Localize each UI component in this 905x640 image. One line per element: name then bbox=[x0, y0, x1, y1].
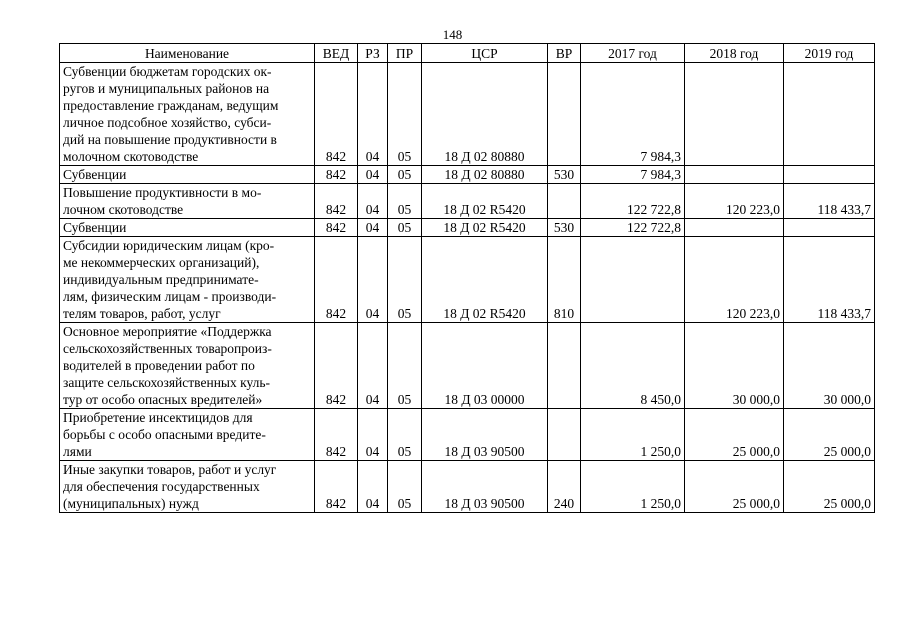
row-rz-cell: 04 bbox=[358, 219, 388, 237]
row-ved-cell: 842 bbox=[315, 63, 358, 166]
row-2017-cell: 7 984,3 bbox=[581, 63, 685, 166]
row-2018-cell: 25 000,0 bbox=[685, 461, 784, 513]
row-pr-cell: 05 bbox=[388, 184, 422, 219]
row-name-cell: Субвенции бюджетам городских ок- ругов и муниципальных районов на предоставление гражданам, ведущим личное подсобное хозяйство, субси- дий на повышение продуктивности в молочном скотоводстве bbox=[60, 63, 315, 166]
row-2018-cell: 25 000,0 bbox=[685, 409, 784, 461]
header-rz: РЗ bbox=[358, 44, 388, 63]
table-row bbox=[60, 166, 875, 184]
table-row bbox=[60, 184, 875, 219]
row-pr-cell: 05 bbox=[388, 323, 422, 409]
row-2017-cell: 122 722,8 bbox=[581, 184, 685, 219]
row-rz-cell: 04 bbox=[358, 409, 388, 461]
row-rz-cell: 04 bbox=[358, 166, 388, 184]
table-row bbox=[60, 323, 875, 409]
row-name-cell: Субвенции bbox=[60, 219, 315, 237]
header-pr: ПР bbox=[388, 44, 422, 63]
row-vr-cell bbox=[548, 409, 581, 461]
row-pr-cell: 05 bbox=[388, 409, 422, 461]
row-2018-cell bbox=[685, 219, 784, 237]
row-ved-cell: 842 bbox=[315, 409, 358, 461]
row-2019-cell: 118 433,7 bbox=[784, 184, 875, 219]
row-pr-cell: 05 bbox=[388, 461, 422, 513]
row-2018-cell: 120 223,0 bbox=[685, 184, 784, 219]
row-2018-cell bbox=[685, 166, 784, 184]
row-vr-cell bbox=[548, 323, 581, 409]
row-rz-cell: 04 bbox=[358, 63, 388, 166]
row-2017-cell: 1 250,0 bbox=[581, 409, 685, 461]
row-name-cell: Субсидии юридическим лицам (кро- ме некоммерческих организаций), индивидуальным предпринимате- лям, физическим лицам - производи- телям товаров, работ, услуг bbox=[60, 237, 315, 323]
row-csr-cell: 18 Д 02 R5420 bbox=[422, 184, 548, 219]
row-name-cell: Иные закупки товаров, работ и услуг для обеспечения государственных (муниципальных) нужд bbox=[60, 461, 315, 513]
row-csr-cell: 18 Д 02 80880 bbox=[422, 63, 548, 166]
row-name-cell: Основное мероприятие «Поддержка сельскохозяйственных товаропроиз- водителей в проведении работ по защите сельскохозяйственных куль- тур от особо опасных вредителей» bbox=[60, 323, 315, 409]
page-number: 148 bbox=[442, 27, 463, 42]
header-vr: ВР bbox=[548, 44, 581, 63]
table-row bbox=[60, 219, 875, 237]
table-row bbox=[60, 237, 875, 323]
row-name-cell: Повышение продуктивности в мо- лочном скотоводстве bbox=[60, 184, 315, 219]
row-vr-cell: 810 bbox=[548, 237, 581, 323]
row-rz-cell: 04 bbox=[358, 237, 388, 323]
row-csr-cell: 18 Д 03 90500 bbox=[422, 461, 548, 513]
table-row bbox=[60, 409, 875, 461]
row-name-cell: Субвенции bbox=[60, 166, 315, 184]
table-header bbox=[60, 44, 875, 63]
row-2019-cell: 118 433,7 bbox=[784, 237, 875, 323]
table-row bbox=[60, 63, 875, 166]
row-vr-cell bbox=[548, 63, 581, 166]
row-ved-cell: 842 bbox=[315, 219, 358, 237]
row-ved-cell: 842 bbox=[315, 237, 358, 323]
row-pr-cell: 05 bbox=[388, 219, 422, 237]
row-2019-cell bbox=[784, 166, 875, 184]
row-2017-cell: 8 450,0 bbox=[581, 323, 685, 409]
row-2019-cell: 30 000,0 bbox=[784, 323, 875, 409]
table-row bbox=[60, 461, 875, 513]
row-2019-cell: 25 000,0 bbox=[784, 461, 875, 513]
row-2019-cell: 25 000,0 bbox=[784, 409, 875, 461]
row-2017-cell bbox=[581, 237, 685, 323]
row-pr-cell: 05 bbox=[388, 166, 422, 184]
row-ved-cell: 842 bbox=[315, 323, 358, 409]
row-csr-cell: 18 Д 03 90500 bbox=[422, 409, 548, 461]
row-csr-cell: 18 Д 02 R5420 bbox=[422, 219, 548, 237]
row-rz-cell: 04 bbox=[358, 184, 388, 219]
header-2018: 2018 год bbox=[685, 44, 784, 63]
row-rz-cell: 04 bbox=[358, 323, 388, 409]
row-pr-cell: 05 bbox=[388, 63, 422, 166]
header-name: Наименование bbox=[60, 44, 315, 63]
row-vr-cell: 240 bbox=[548, 461, 581, 513]
header-2017: 2017 год bbox=[581, 44, 685, 63]
row-vr-cell bbox=[548, 184, 581, 219]
header-2019: 2019 год bbox=[784, 44, 875, 63]
header-csr: ЦСР bbox=[422, 44, 548, 63]
row-csr-cell: 18 Д 03 00000 bbox=[422, 323, 548, 409]
row-2018-cell bbox=[685, 63, 784, 166]
row-name-cell: Приобретение инсектицидов для борьбы с особо опасными вредите- лями bbox=[60, 409, 315, 461]
row-2019-cell bbox=[784, 63, 875, 166]
row-pr-cell: 05 bbox=[388, 237, 422, 323]
row-rz-cell: 04 bbox=[358, 461, 388, 513]
row-2019-cell bbox=[784, 219, 875, 237]
table-body bbox=[60, 63, 875, 513]
header-row bbox=[60, 44, 875, 63]
row-ved-cell: 842 bbox=[315, 166, 358, 184]
row-2017-cell: 122 722,8 bbox=[581, 219, 685, 237]
row-2018-cell: 120 223,0 bbox=[685, 237, 784, 323]
row-2017-cell: 1 250,0 bbox=[581, 461, 685, 513]
budget-table bbox=[59, 43, 875, 513]
row-2017-cell: 7 984,3 bbox=[581, 166, 685, 184]
row-ved-cell: 842 bbox=[315, 184, 358, 219]
row-2018-cell: 30 000,0 bbox=[685, 323, 784, 409]
row-csr-cell: 18 Д 02 R5420 bbox=[422, 237, 548, 323]
header-ved: ВЕД bbox=[315, 44, 358, 63]
row-vr-cell: 530 bbox=[548, 166, 581, 184]
row-vr-cell: 530 bbox=[548, 219, 581, 237]
row-csr-cell: 18 Д 02 80880 bbox=[422, 166, 548, 184]
row-ved-cell: 842 bbox=[315, 461, 358, 513]
